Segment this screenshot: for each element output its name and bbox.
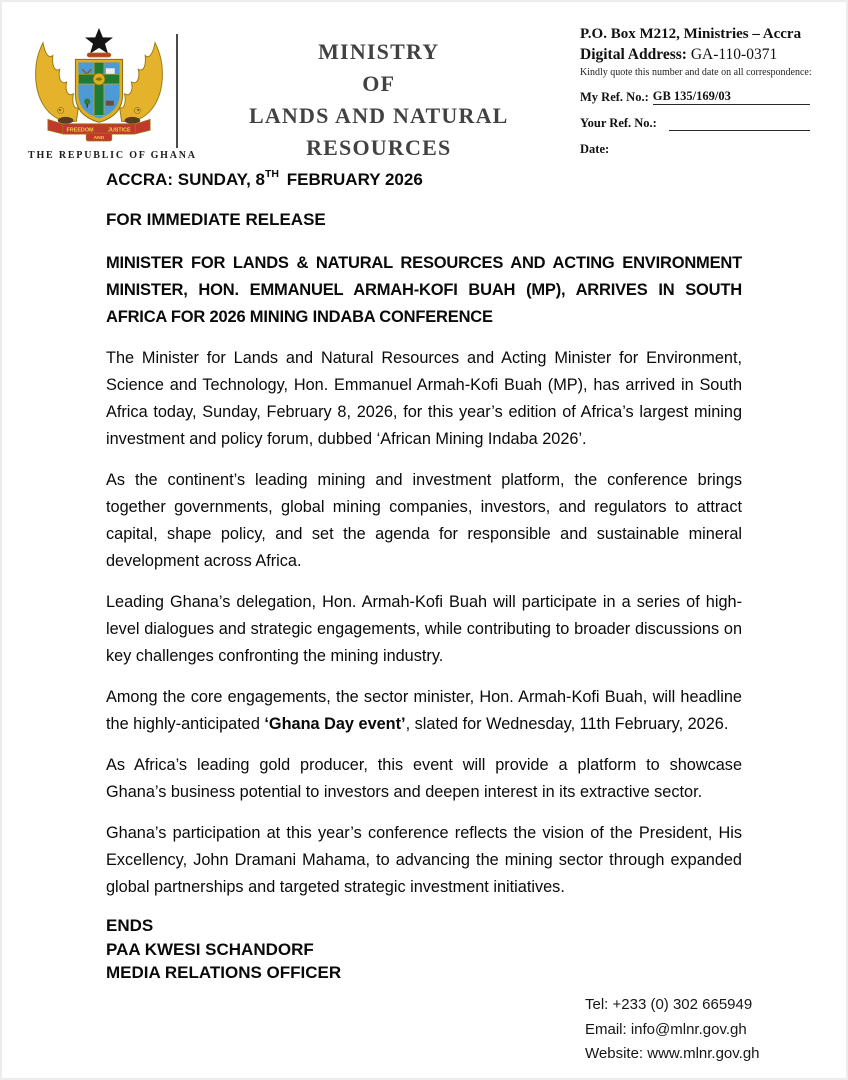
dateline-suffix: FEBRUARY 2026 [282, 170, 423, 189]
email-line: Email: info@mlnr.gov.gh [585, 1020, 747, 1038]
ribbon-text-freedom: FREEDOM [66, 127, 94, 134]
right-eagle-icon [120, 43, 163, 124]
correspondence-note: Kindly quote this number and date on all correspondence: [580, 67, 812, 78]
tel-line: Tel: +233 (0) 302 665949 [585, 996, 753, 1013]
ends-line: ENDS [106, 916, 154, 935]
date-row [580, 142, 810, 157]
paragraph-2: As the continent’s leading mining and investment platform, the conference brings together governments, global mining companies, investors, and regulators to attract capital, shape policy, and set the agenda for responsible and sustainable mineral development across Africa. [106, 471, 742, 570]
ghana-day-event-bold: ‘Ghana Day event’ [264, 715, 406, 733]
ministry-title-line: OF [362, 71, 396, 96]
paragraph-6: Ghana’s participation at this year’s conference reflects the vision of the President, His Excellency, John Dramani Mahama, to advancing the mining sector through expanded global partnerships and targeted strategic investment initiatives. [106, 824, 742, 896]
my-ref-value: GB 135/169/03 [652, 89, 731, 103]
letterhead [2, 2, 846, 161]
digital-address-value: GA-110-0371 [690, 46, 778, 63]
torse [87, 53, 111, 57]
left-eagle-icon [36, 43, 79, 124]
paragraph-3: Leading Ghana’s delegation, Hon. Armah-Kofi Buah will participate in a series of high-level dialogues and strategic engagements, while contributing to broader discussions on key challenges confronting the mining industry. [106, 593, 742, 665]
dateline-ordinal: TH [265, 168, 280, 181]
ministry-title-line: LANDS AND NATURAL [248, 103, 509, 128]
black-star-icon [85, 28, 113, 54]
officer-title: MEDIA RELATIONS OFFICER [106, 963, 342, 982]
date-label: Date: [580, 142, 610, 156]
headline: MINISTER FOR LANDS & NATURAL RESOURCES AND ACTING ENVIRONMENT MINISTER, HON. EMMANUEL ARMAH-KOFI BUAH (MP), ARRIVES IN SOUTH AFRICA FOR 2026 MINING INDABA CONFERENCE [106, 254, 742, 326]
address-block [580, 26, 810, 157]
signature-block [106, 914, 742, 985]
digital-address-line [580, 46, 810, 64]
paragraph-5: As Africa’s leading gold producer, this event will provide a platform to showcase Ghana’s business potential to investors and deepen interest in its extractive sector. [106, 756, 742, 801]
officer-name: PAA KWESI SCHANDORF [106, 939, 314, 959]
your-ref-row [580, 116, 810, 131]
your-ref-line [669, 129, 810, 131]
contact-block [585, 993, 760, 1067]
digital-address-label: Digital Address: [580, 46, 687, 63]
paragraph-4 [106, 677, 742, 738]
my-ref-row [580, 89, 810, 105]
ministry-title-line: MINISTRY [318, 39, 440, 64]
po-box-line: P.O. Box M212, Ministries – Accra [580, 26, 802, 42]
ministry-title-line: RESOURCES [306, 135, 452, 160]
my-ref-line [731, 103, 810, 105]
ministry-title [178, 26, 581, 164]
republic-of-ghana-caption: THE REPUBLIC OF GHANA [28, 150, 197, 161]
paragraph-4-text: , slated for Wednesday, 11th February, 2026. [405, 715, 729, 733]
ghana-coat-of-arms [28, 26, 197, 161]
dateline-prefix: ACCRA: SUNDAY, 8 [106, 170, 266, 189]
shield [75, 59, 122, 122]
ribbon-text-justice: JUSTICE [107, 127, 131, 134]
website-line: Website: www.mlnr.gov.gh [585, 1045, 760, 1062]
paragraph-1: The Minister for Lands and Natural Resources and Acting Minister for Environment, Science and Technology, Hon. Emmanuel Armah-Kofi Buah (MP), has arrived in South Africa today, Sunday, February 8, 2026, for this year’s edition of Africa’s largest mining investment and policy forum, dubbed ‘African Mining Indaba 2026’. [106, 349, 742, 448]
press-release-body [2, 170, 846, 985]
your-ref-label: Your Ref. No.: [580, 116, 657, 130]
my-ref-label: My Ref. No.: [580, 90, 649, 104]
paragraph-4-text: Among the core engagements, the sector minister, Hon. Armah-Kofi Buah, will headline the highly-anticipated [106, 688, 742, 733]
ribbon-text-and: AND [93, 136, 105, 142]
release-line: FOR IMMEDIATE RELEASE [106, 210, 326, 229]
coat-of-arms-graphic [30, 26, 168, 142]
dateline [106, 170, 742, 190]
